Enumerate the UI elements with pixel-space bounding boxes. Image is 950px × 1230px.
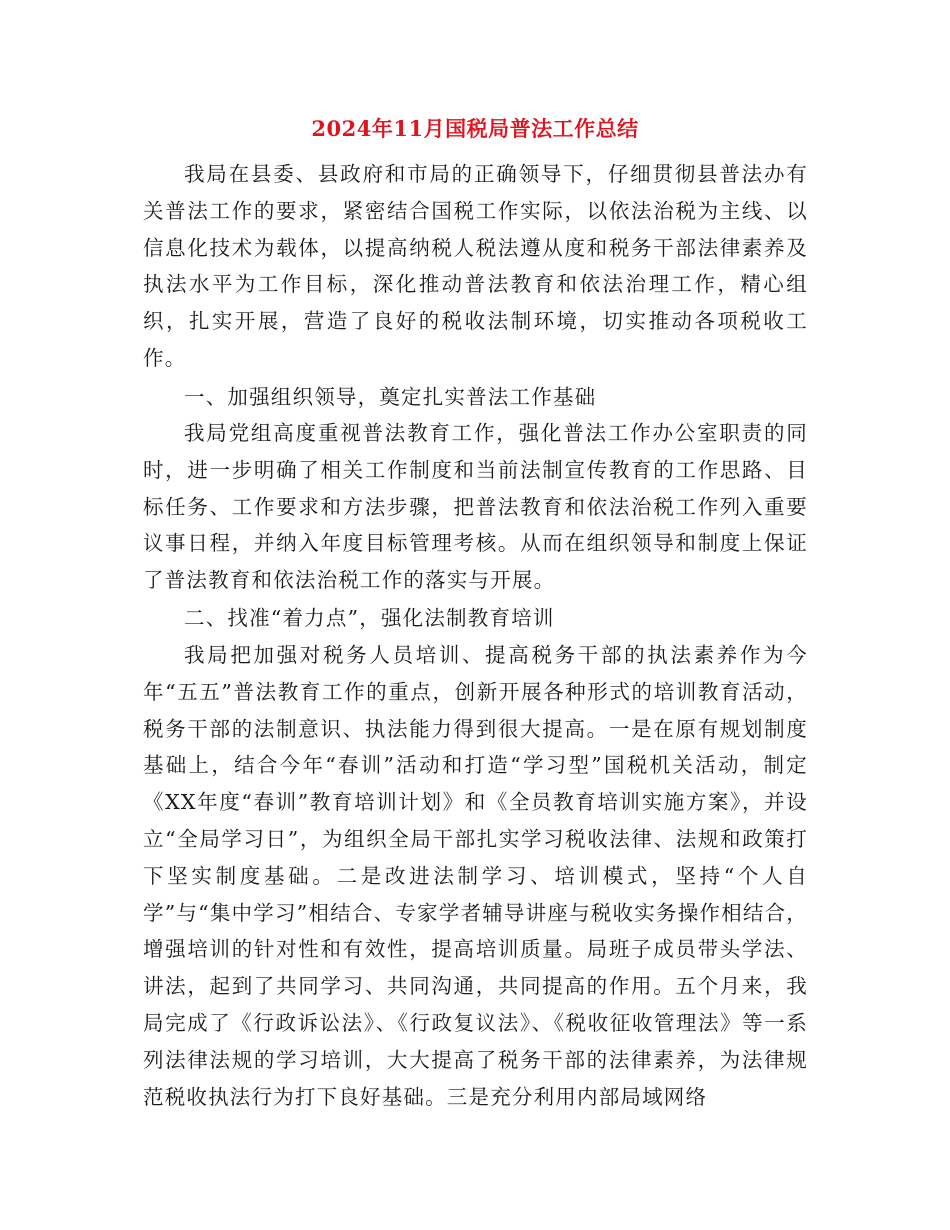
intro-text: 我局在县委、县政府和市局的正确领导下，仔细贯彻县普法办有关普法工作的要求，紧密结合国税工作实际，以依法治税为主线、以信息化技术为载体，以提高纳税人税法遵从度和税务干部法律素养及执法水平为工作目标，深化推动普法教育和依法治理工作，精心组织，扎实开展，营造了良好的税收法制环境，切实推动各项税收工作。 <box>143 162 808 370</box>
section-1-paragraph <box>143 415 808 599</box>
section-2-text: 我局把加强对税务人员培训、提高税务干部的执法素养作为今年“五五”普法教育工作的重点，创新开展各种形式的培训教育活动，税务干部的法制意识、执法能力得到很大提高。一是在原有规划制度基础上，结合今年“春训”活动和打造“学习型”国税机关活动，制定《XX年度“春训”教育培训计划》和《全员教育培训实施方案》，并设立“全局学习日”，为组织全局干部扎实学习税收法律、法规和政策打下坚实制度基础。二是改进法制学习、培训模式，坚持“个人自学”与“集中学习”相结合、专家学者辅导讲座与税收实务操作相结合，增强培训的针对性和有效性，提高培训质量。局班子成员带头学法、讲法，起到了共同学习、共同沟通，共同提高的作用。五个月来，我局完成了《行政诉讼法》、《行政复议法》、《税收征收管理法》等一系列法律法规的学习培训，大大提高了税务干部的法律素养，为法律规范税收执法行为打下良好基础。三是充分利用内部局域网络 <box>143 643 808 1109</box>
section-2-heading <box>143 600 808 637</box>
section-1-heading-text: 一、加强组织领导，奠定扎实普法工作基础 <box>184 385 597 409</box>
document-title: 2024年11月国税局普法工作总结 <box>311 116 639 141</box>
section-1-text: 我局党组高度重视普法教育工作，强化普法工作办公室职责的同时，进一步明确了相关工作制度和当前法制宣传教育的工作思路、目标任务、工作要求和方法步骤，把普法教育和依法治税工作列入重要议事日程，并纳入年度目标管理考核。从而在组织领导和制度上保证了普法教育和依法治税工作的落实与开展。 <box>143 421 808 593</box>
section-1-heading <box>143 379 808 416</box>
section-2-paragraph <box>143 637 808 1115</box>
section-2-heading-text: 二、找准“着力点”，强化法制教育培训 <box>184 606 555 630</box>
intro-paragraph <box>143 156 808 377</box>
